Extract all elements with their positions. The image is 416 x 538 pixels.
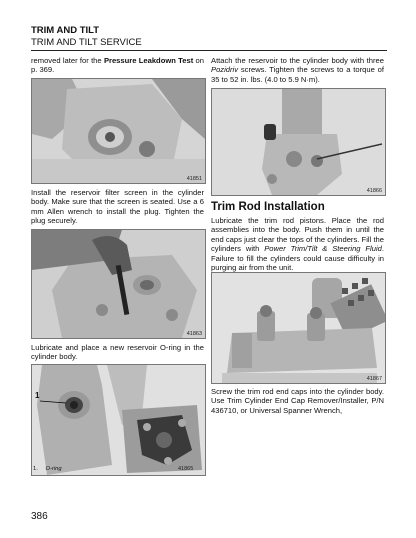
left-paragraph-3: Lubricate and place a new reservoir O-ring in the cylinder body.: [31, 343, 204, 362]
figure-number: 41867: [366, 376, 382, 382]
figure-reservoir-attached: [211, 88, 386, 196]
right-column-2: [211, 216, 384, 272]
footnote-number: 1.: [33, 466, 38, 472]
text-run: screws. Tighten the screws to a torque of 35 to 52 in. lbs. (4.0 to 5.9 N·m).: [211, 65, 384, 84]
right-column: [211, 56, 384, 84]
text-run: on p. 369.: [31, 56, 204, 75]
left-paragraph-2: Install the reservoir filter screen in the cylinder body. Make sure that the screen is seated. Use a 6 mm Allen wrench to install the plug. Tighten the plug securely.: [31, 188, 204, 226]
figure-number: 41851: [186, 176, 202, 182]
text-run: Attach the reservoir to the cylinder body with three: [211, 56, 384, 65]
italic-term: Pozidriv: [211, 65, 239, 75]
figure-number: 41866: [366, 188, 382, 194]
footnote-text: O-ring: [45, 466, 62, 472]
page-header: [31, 25, 387, 48]
right-paragraph-1: [211, 56, 384, 84]
page-number: 386: [31, 511, 48, 522]
figure-drawing: [32, 230, 205, 338]
section-title: TRIM AND TILT: [31, 25, 100, 36]
left-column-2: [31, 188, 204, 226]
figure-drawing: [212, 89, 385, 195]
left-paragraph-1: [31, 56, 204, 75]
text-run: Lubricate the trim rod pistons. Place the rod assemblies into the body. Push them in until the end caps just clear the tops of the cylinders. Fill the cylinders with: [211, 216, 384, 254]
figure-number: 41865: [178, 466, 194, 472]
left-column-3: [31, 343, 204, 362]
figure-reservoir-plug: [31, 78, 206, 184]
section-subtitle: TRIM AND TILT SERVICE: [31, 37, 142, 48]
figure-drawing: [212, 273, 385, 383]
figure-drawing: [32, 79, 205, 183]
section-heading: Trim Rod Installation: [211, 201, 325, 213]
callout-label: 1: [35, 391, 40, 400]
figure-number: 41863: [186, 331, 202, 337]
right-column-3: [211, 387, 384, 415]
italic-term: Power Trim/Tilt & Steering Fluid: [264, 244, 382, 254]
right-paragraph-2: [211, 216, 384, 272]
figure-drawing: [32, 365, 205, 475]
left-column: [31, 56, 204, 75]
footnote: [33, 466, 62, 472]
header-rule: [31, 50, 387, 51]
text-run: removed later for the: [31, 56, 104, 65]
bold-reference: Pressure Leakdown Test: [103, 56, 194, 65]
figure-allen-wrench: [31, 229, 206, 339]
right-paragraph-3: Screw the trim rod end caps into the cylinder body. Use Trim Cylinder End Cap Remover/Installer, P/N 436710, or Universal Spanner Wrench,: [211, 387, 384, 415]
text-run: . Failure to fill the cylinders could cause difficulty in purging air from the unit.: [211, 244, 384, 273]
figure-o-ring: [31, 364, 206, 476]
figure-trim-rods: [211, 272, 386, 384]
